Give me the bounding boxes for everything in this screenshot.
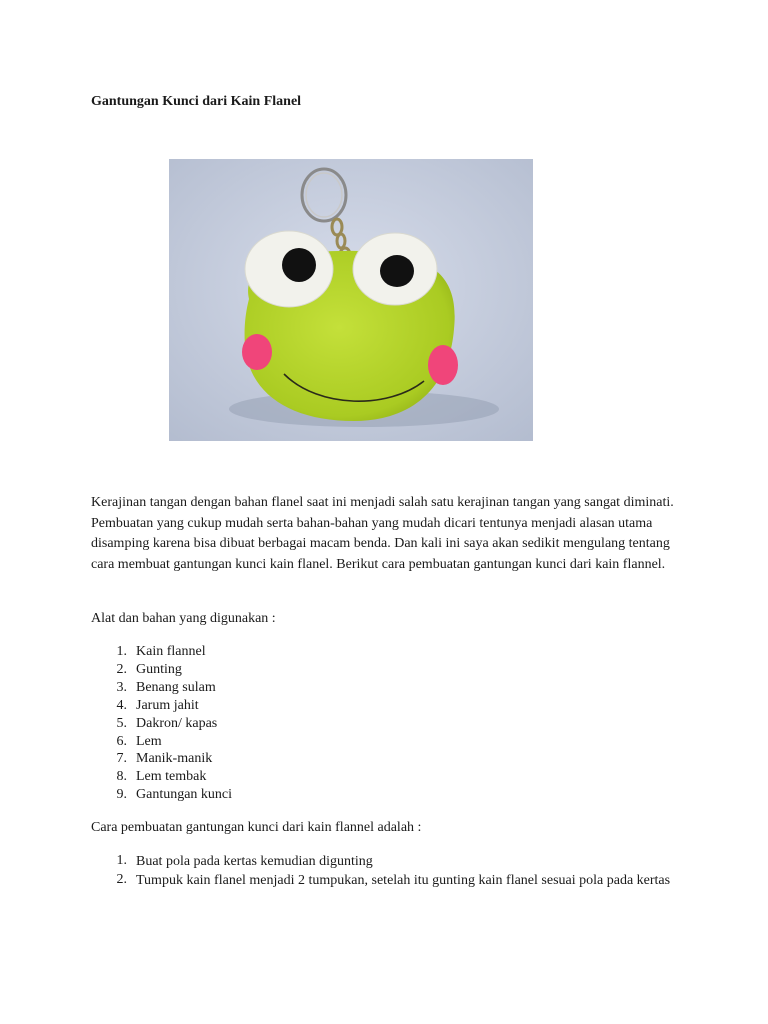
list-number: 5. xyxy=(116,715,127,731)
list-number: 1. xyxy=(116,853,127,868)
list-item xyxy=(91,715,691,733)
list-text: Manik-manik xyxy=(136,751,213,767)
list-item xyxy=(91,768,691,786)
list-text: Jarum jahit xyxy=(136,697,199,713)
list-text: Lem tembak xyxy=(136,769,207,785)
list-item xyxy=(91,643,691,661)
list-number: 7. xyxy=(116,751,127,767)
list-text: Kain flannel xyxy=(136,644,206,659)
list-number: 6. xyxy=(116,733,127,749)
list-text: Benang sulam xyxy=(136,679,216,695)
list-text: Gunting xyxy=(136,661,182,677)
list-number: 8. xyxy=(116,769,127,785)
list-number: 2. xyxy=(116,872,127,887)
list-number: 4. xyxy=(116,697,127,713)
steps-list xyxy=(91,852,691,890)
list-text: Buat pola pada kertas kemudian digunting xyxy=(136,854,373,869)
list-item xyxy=(91,871,691,890)
steps-heading: Cara pembuatan gantungan kunci dari kain flannel adalah : xyxy=(91,820,422,835)
tools-list xyxy=(91,643,691,804)
list-item xyxy=(91,661,691,679)
tools-heading: Alat dan bahan yang digunakan : xyxy=(91,611,276,626)
list-item xyxy=(91,733,691,751)
list-number: 3. xyxy=(116,679,127,695)
list-item xyxy=(91,786,691,804)
list-item xyxy=(91,697,691,715)
list-text: Gantungan kunci xyxy=(136,787,233,803)
list-text: Tumpuk kain flanel menjadi 2 tumpukan, setelah itu gunting kain flanel sesuai pola pada kertas xyxy=(136,873,671,888)
intro-paragraph: Kerajinan tangan dengan bahan flanel saat ini menjadi salah satu kerajinan tangan yang sangat diminati. Pembuatan yang cukup mudah serta bahan-bahan yang mudah dicari tentunya menjadi alasan utama disamping karena bisa dibuat berbagai macam benda. Dan kali ini saya akan sedikit mengulang tentang cara membuat gantungan kunci kain flanel. Berikut cara pembuatan gantungan kunci dari kain flannel. xyxy=(91,495,674,572)
list-item xyxy=(91,679,691,697)
list-text: Lem xyxy=(136,733,162,749)
list-number: 2. xyxy=(116,661,127,677)
list-number: 1. xyxy=(116,644,127,659)
frog-keychain-photo xyxy=(169,159,533,441)
list-item xyxy=(91,852,691,871)
document-title: Gantungan Kunci dari Kain Flanel xyxy=(91,94,302,109)
list-number: 9. xyxy=(116,787,127,803)
list-text: Dakron/ kapas xyxy=(136,715,218,731)
list-item xyxy=(91,750,691,768)
